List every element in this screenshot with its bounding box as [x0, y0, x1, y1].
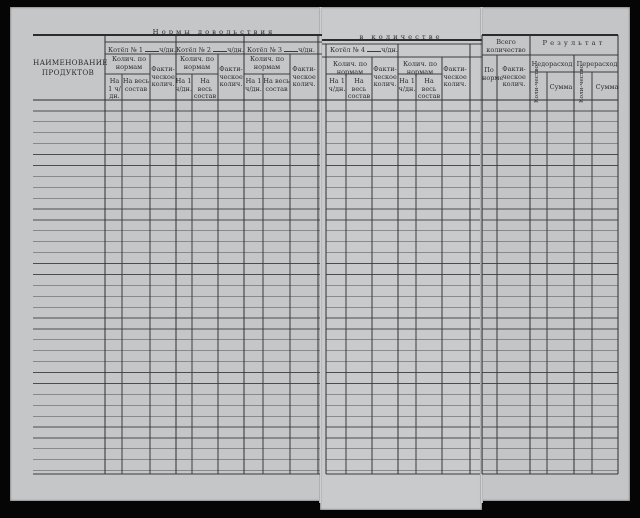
actual-qty-header: Факти-ческое колич.	[373, 65, 397, 88]
actual-qty-header: Факти-ческое колич.	[292, 65, 316, 88]
for-all-header: На весь состав	[193, 77, 217, 100]
per-one-header: На 1 ч/дн.	[328, 77, 346, 93]
quantity-header: Коли-чество	[534, 65, 540, 103]
per-one-header: На 1 ч/дн.	[398, 77, 416, 93]
for-all-header: На весь состав	[347, 77, 371, 100]
per-one-header: На 1 ч/дн.	[108, 77, 121, 100]
actual-qty-header: Факти-ческое колич.	[151, 65, 175, 88]
overspend-header: Перерасход	[576, 60, 618, 68]
qty-by-norms-header: Колич. по нормам	[249, 55, 285, 71]
boiler-3-header: Котёл № 3 ч/дн.	[247, 46, 315, 54]
boiler-4-header: Котёл № 4 ч/дн.	[330, 46, 398, 54]
actual-qty-header: Факти-ческое колич.	[443, 65, 467, 88]
for-all-header: На весь состав	[122, 77, 150, 93]
qty-by-norms-header: Колич. по нормам	[111, 55, 147, 71]
boiler-1-header: Котёл № 1 ч/дн.	[108, 46, 176, 54]
product-column-header: НАИМЕНОВАНИЕ ПРОДУКТОВ	[33, 58, 108, 77]
actual-qty-header: Факти-ческое колич.	[219, 65, 243, 88]
shortage-header: Недорасход	[531, 60, 573, 68]
results-header: Результат	[542, 39, 606, 47]
paper-fold	[319, 7, 322, 503]
sum-header: Сумма	[549, 83, 573, 91]
po-norme-header: По норме	[482, 66, 504, 82]
norms-title: Нормы довольствия	[152, 28, 276, 36]
for-all-header: На весь состав	[263, 77, 290, 93]
qty-by-norms-header: Колич. по нормам	[402, 60, 438, 76]
per-one-header: На 1 ч/дн.	[175, 77, 192, 93]
for-all-header: На весь состав	[417, 77, 441, 100]
actual-qty-header: Факти-ческое колич.	[502, 65, 526, 88]
quantity-title: в количестве	[359, 33, 443, 41]
qty-by-norms-header: Колич. по нормам	[179, 55, 215, 71]
sum-header: Сумма	[595, 83, 619, 91]
qty-by-norms-header: Колич. по нормам	[332, 60, 368, 76]
boiler-2-header: Котёл № 2 ч/дн.	[176, 46, 244, 54]
per-one-header: На 1 ч/дн.	[245, 77, 262, 93]
quantity-header: Коли-чество	[579, 65, 585, 103]
total-quantity-header: Всего количество	[486, 38, 526, 54]
